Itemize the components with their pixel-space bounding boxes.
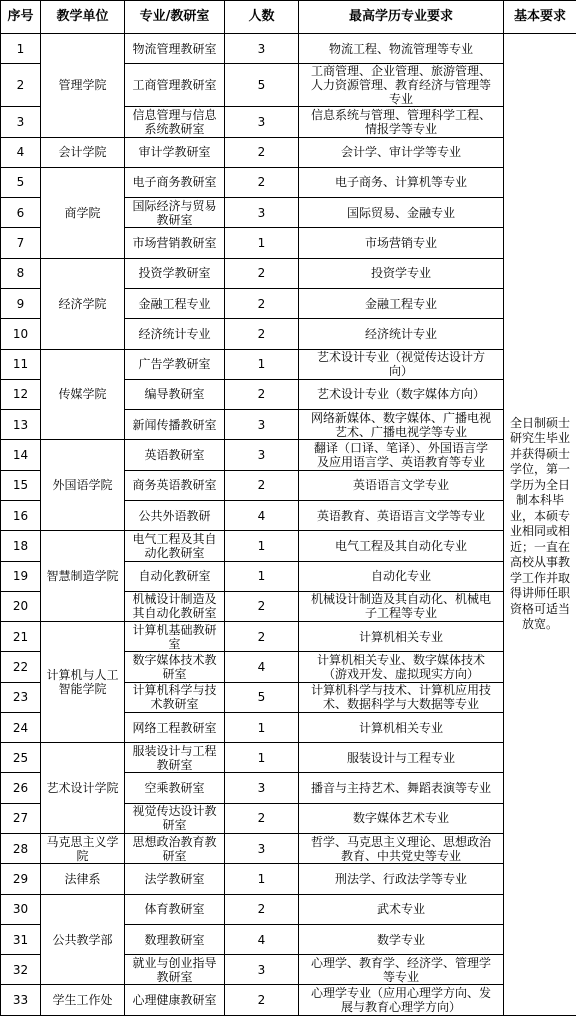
headcount: 2 (225, 894, 299, 924)
degree-requirement: 市场营销专业 (299, 228, 504, 258)
headcount: 1 (225, 743, 299, 773)
degree-requirement: 英语教育、英语语言文学等专业 (299, 500, 504, 530)
degree-requirement: 哲学、马克思主义理论、思想政治 教育、中共党史等专业 (299, 834, 504, 864)
row-number: 23 (1, 682, 41, 712)
row-number: 13 (1, 410, 41, 440)
row-number: 6 (1, 198, 41, 228)
department: 数字媒体技术教 研室 (125, 652, 225, 682)
degree-requirement: 计算机相关专业、数字媒体技术 （游戏开发、虚拟现实方向） (299, 652, 504, 682)
degree-requirement: 经济统计专业 (299, 319, 504, 349)
department: 公共外语教研 (125, 500, 225, 530)
headcount: 2 (225, 258, 299, 288)
row-number: 9 (1, 288, 41, 318)
teaching-unit: 计算机与人工 智能学院 (41, 622, 125, 743)
header-dept: 专业/教研室 (125, 1, 225, 34)
row-number: 27 (1, 803, 41, 833)
headcount: 2 (225, 288, 299, 318)
department: 电子商务教研室 (125, 167, 225, 197)
degree-requirement: 计算机相关专业 (299, 622, 504, 652)
department: 编导教研室 (125, 379, 225, 409)
teaching-unit: 外国语学院 (41, 440, 125, 531)
department: 英语教研室 (125, 440, 225, 470)
row-number: 11 (1, 349, 41, 379)
department: 金融工程专业 (125, 288, 225, 318)
department: 就业与创业指导 教研室 (125, 955, 225, 985)
department: 计算机科学与技 术教研室 (125, 682, 225, 712)
header-no: 序号 (1, 1, 41, 34)
degree-requirement: 服装设计与工程专业 (299, 743, 504, 773)
department: 法学教研室 (125, 864, 225, 894)
row-number: 12 (1, 379, 41, 409)
row-number: 30 (1, 894, 41, 924)
department: 视觉传达设计教 研室 (125, 803, 225, 833)
table-row (1, 622, 576, 652)
teaching-unit: 会计学院 (41, 137, 125, 167)
row-number: 5 (1, 167, 41, 197)
row-number: 4 (1, 137, 41, 167)
row-number: 24 (1, 712, 41, 742)
headcount: 4 (225, 652, 299, 682)
table-row (1, 440, 576, 470)
department: 物流管理教研室 (125, 34, 225, 64)
header-row (1, 1, 576, 34)
department: 电气工程及其自 动化教研室 (125, 531, 225, 561)
department: 广告学教研室 (125, 349, 225, 379)
headcount: 3 (225, 410, 299, 440)
header-basic-requirement: 基本要求 (504, 1, 576, 34)
department: 计算机基础教研 室 (125, 622, 225, 652)
row-number: 28 (1, 834, 41, 864)
row-number: 2 (1, 64, 41, 107)
degree-requirement: 数学专业 (299, 924, 504, 954)
headcount: 5 (225, 64, 299, 107)
table-row (1, 985, 576, 1015)
department: 自动化教研室 (125, 561, 225, 591)
headcount: 2 (225, 803, 299, 833)
teaching-unit: 经济学院 (41, 258, 125, 349)
degree-requirement: 数字媒体艺术专业 (299, 803, 504, 833)
table-row (1, 137, 576, 167)
department: 经济统计专业 (125, 319, 225, 349)
table-row (1, 864, 576, 894)
row-number: 1 (1, 34, 41, 64)
degree-requirement: 自动化专业 (299, 561, 504, 591)
department: 信息管理与信息 系统教研室 (125, 107, 225, 137)
basic-requirement: 全日制硕士研究生毕业并获得硕士学位，第一学历为全日制本科毕业，本硕专业相同或相近；一直在高校从事教学工作并取得讲师任职资格可适当放宽。 (504, 34, 576, 1016)
degree-requirement: 会计学、审计学等专业 (299, 137, 504, 167)
row-number: 33 (1, 985, 41, 1015)
table-row (1, 531, 576, 561)
degree-requirement: 电气工程及其自动化专业 (299, 531, 504, 561)
headcount: 2 (225, 167, 299, 197)
department: 空乘教研室 (125, 773, 225, 803)
department: 国际经济与贸易 教研室 (125, 198, 225, 228)
degree-requirement: 英语语言文学专业 (299, 470, 504, 500)
degree-requirement: 投资学专业 (299, 258, 504, 288)
headcount: 2 (225, 319, 299, 349)
headcount: 4 (225, 924, 299, 954)
degree-requirement: 计算机科学与技术、计算机应用技 术、数据科学与大数据等专业 (299, 682, 504, 712)
headcount: 1 (225, 349, 299, 379)
row-number: 18 (1, 531, 41, 561)
teaching-unit: 智慧制造学院 (41, 531, 125, 622)
degree-requirement: 信息系统与管理、管理科学工程、 情报学等专业 (299, 107, 504, 137)
degree-requirement: 艺术设计专业（数字媒体方向） (299, 379, 504, 409)
headcount: 1 (225, 531, 299, 561)
headcount: 2 (225, 379, 299, 409)
headcount: 2 (225, 985, 299, 1015)
department: 体育教研室 (125, 894, 225, 924)
row-number: 29 (1, 864, 41, 894)
degree-requirement: 金融工程专业 (299, 288, 504, 318)
row-number: 7 (1, 228, 41, 258)
degree-requirement: 心理学专业（应用心理学方向、发 展与教育心理学方向） (299, 985, 504, 1015)
degree-requirement: 网络新媒体、数字媒体、广播电视 艺术、广播电视学等专业 (299, 410, 504, 440)
degree-requirement: 武术专业 (299, 894, 504, 924)
headcount: 2 (225, 622, 299, 652)
headcount: 1 (225, 712, 299, 742)
department: 商务英语教研室 (125, 470, 225, 500)
teaching-unit: 法律系 (41, 864, 125, 894)
teaching-unit: 商学院 (41, 167, 125, 258)
headcount: 3 (225, 34, 299, 64)
table-row (1, 167, 576, 197)
department: 机械设计制造及 其自动化教研室 (125, 591, 225, 621)
degree-requirement: 计算机相关专业 (299, 712, 504, 742)
department: 工商管理教研室 (125, 64, 225, 107)
degree-requirement: 机械设计制造及其自动化、机械电 子工程等专业 (299, 591, 504, 621)
table-body (1, 34, 576, 1016)
row-number: 3 (1, 107, 41, 137)
degree-requirement: 播音与主持艺术、舞蹈表演等专业 (299, 773, 504, 803)
department: 服装设计与工程 教研室 (125, 743, 225, 773)
headcount: 2 (225, 591, 299, 621)
teaching-unit: 管理学院 (41, 34, 125, 138)
row-number: 21 (1, 622, 41, 652)
row-number: 14 (1, 440, 41, 470)
department: 市场营销教研室 (125, 228, 225, 258)
department: 新闻传播教研室 (125, 410, 225, 440)
table-row (1, 258, 576, 288)
table-row (1, 743, 576, 773)
department: 投资学教研室 (125, 258, 225, 288)
department: 思想政治教育教 研室 (125, 834, 225, 864)
teaching-unit: 艺术设计学院 (41, 743, 125, 834)
teaching-unit: 公共教学部 (41, 894, 125, 985)
degree-requirement: 心理学、教育学、经济学、管理学 等专业 (299, 955, 504, 985)
teaching-unit: 马克思主义学 院 (41, 834, 125, 864)
table-row (1, 34, 576, 64)
table-row (1, 894, 576, 924)
headcount: 1 (225, 561, 299, 591)
headcount: 5 (225, 682, 299, 712)
row-number: 26 (1, 773, 41, 803)
department: 心理健康教研室 (125, 985, 225, 1015)
headcount: 3 (225, 955, 299, 985)
teaching-unit: 学生工作处 (41, 985, 125, 1015)
degree-requirement: 刑法学、行政法学等专业 (299, 864, 504, 894)
headcount: 2 (225, 137, 299, 167)
row-number: 32 (1, 955, 41, 985)
headcount: 3 (225, 107, 299, 137)
row-number: 20 (1, 591, 41, 621)
headcount: 1 (225, 864, 299, 894)
row-number: 22 (1, 652, 41, 682)
headcount: 3 (225, 198, 299, 228)
headcount: 3 (225, 773, 299, 803)
table-row (1, 834, 576, 864)
department: 网络工程教研室 (125, 712, 225, 742)
table-row (1, 349, 576, 379)
degree-requirement: 电子商务、计算机等专业 (299, 167, 504, 197)
department: 数理教研室 (125, 924, 225, 954)
row-number: 31 (1, 924, 41, 954)
degree-requirement: 工商管理、企业管理、旅游管理、 人力资源管理、教育经济与管理等 专业 (299, 64, 504, 107)
degree-requirement: 物流工程、物流管理等专业 (299, 34, 504, 64)
header-unit: 教学单位 (41, 1, 125, 34)
degree-requirement: 艺术设计专业（视觉传达设计方 向） (299, 349, 504, 379)
row-number: 10 (1, 319, 41, 349)
degree-requirement: 翻译（口译、笔译）、外国语言学 及应用语言学、英语教育等专业 (299, 440, 504, 470)
headcount: 2 (225, 470, 299, 500)
row-number: 25 (1, 743, 41, 773)
row-number: 16 (1, 500, 41, 530)
header-count: 人数 (225, 1, 299, 34)
row-number: 8 (1, 258, 41, 288)
degree-requirement: 国际贸易、金融专业 (299, 198, 504, 228)
department: 审计学教研室 (125, 137, 225, 167)
teaching-unit: 传媒学院 (41, 349, 125, 440)
headcount: 1 (225, 228, 299, 258)
row-number: 15 (1, 470, 41, 500)
row-number: 19 (1, 561, 41, 591)
headcount: 3 (225, 834, 299, 864)
headcount: 4 (225, 500, 299, 530)
header-degree-requirement: 最高学历专业要求 (299, 1, 504, 34)
headcount: 3 (225, 440, 299, 470)
